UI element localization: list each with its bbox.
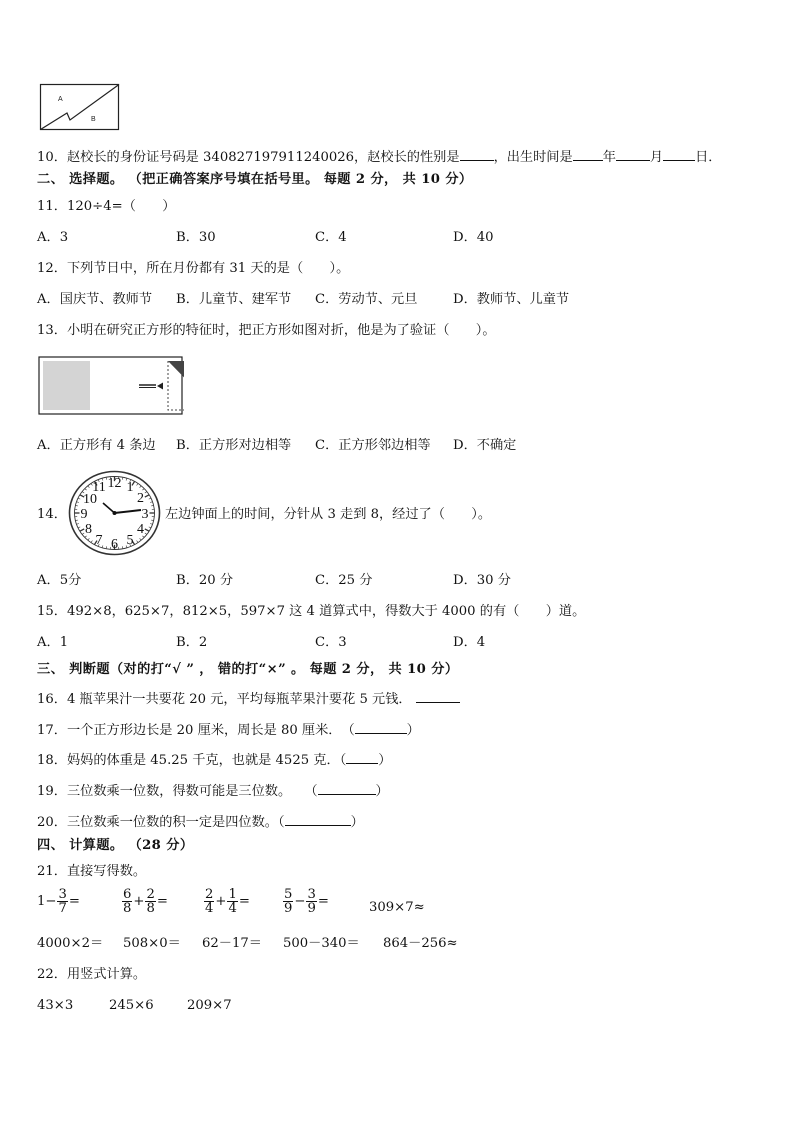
question-18: 18．妈妈的体重是 45.25 千克，也就是 4525 克．（ ）: [37, 749, 391, 770]
option-a[interactable]: A．5分: [37, 573, 82, 588]
option-a[interactable]: A．1: [37, 635, 69, 650]
question-17: 17．一个正方形边长是 20 厘米，周长是 80 厘米． （ ）: [37, 719, 420, 740]
option-c[interactable]: C．3: [315, 635, 347, 650]
section-2-heading: 二、 选择题。 （把正确答案序号填在括号里。 每题 2 分， 共 10 分）: [37, 172, 473, 187]
option-d[interactable]: D．不确定: [453, 438, 517, 453]
calc-item: 62－17＝: [202, 936, 262, 951]
calc-item: 508×0＝: [123, 936, 181, 951]
option-b[interactable]: B．30: [176, 230, 216, 245]
region-ab-figure: [39, 83, 121, 133]
option-b[interactable]: B．20 分: [176, 573, 234, 588]
option-a[interactable]: A．正方形有 4 条边: [37, 438, 156, 453]
option-c[interactable]: C．正方形邻边相等: [315, 438, 431, 453]
clock-number: 7: [95, 533, 103, 548]
option-b[interactable]: B．正方形对边相等: [176, 438, 292, 453]
option-a[interactable]: A．3: [37, 230, 69, 245]
region-a-label: A: [58, 96, 63, 103]
calc-item: 309×7≈: [369, 900, 425, 915]
calc-item: $\frac{5}{9}$ − $\frac{3}{9}$ =: [284, 887, 329, 916]
clock-number: 8: [85, 522, 92, 537]
option-c[interactable]: C．劳动节、元旦: [315, 292, 418, 307]
option-d[interactable]: D．30 分: [453, 573, 511, 588]
region-b-label: B: [91, 116, 96, 123]
answer-blank[interactable]: [460, 146, 494, 161]
option-c[interactable]: C．4: [315, 230, 347, 245]
clock-number: 1: [126, 480, 134, 495]
clock-number: 5: [126, 533, 134, 548]
question-13: 13．小明在研究正方形的特征时，把正方形如图对折，他是为了验证（ ）。: [37, 323, 496, 338]
question-21: 21．直接写得数。: [37, 864, 147, 879]
square-fold-figure: [38, 356, 184, 416]
calc-item: 209×7: [187, 998, 232, 1013]
option-d[interactable]: D．40: [453, 230, 494, 245]
question-14: 左边钟面上的时间，分针从 3 走到 8，经过了（ ）。: [165, 507, 492, 522]
option-d[interactable]: D．4: [453, 635, 486, 650]
calc-item: 864－256≈: [383, 936, 458, 951]
option-a[interactable]: A．国庆节、教师节: [37, 292, 153, 307]
question-12: 12．下列节日中，所在月份都有 31 天的是（ ）。: [37, 261, 350, 276]
answer-blank[interactable]: [285, 811, 351, 826]
question-14-number: 14．: [37, 507, 67, 522]
calc-item: $\frac{6}{8}$ + $\frac{2}{8}$ =: [123, 887, 168, 916]
clock-number: 6: [111, 537, 118, 552]
question-15: 15．492×8，625×7，812×5，597×7 这 4 道算式中，得数大于 4000 的有（ ）道。: [37, 604, 586, 619]
answer-blank[interactable]: [346, 749, 378, 764]
option-b[interactable]: B．2: [176, 635, 208, 650]
option-d[interactable]: D．教师节、儿童节: [453, 292, 570, 307]
calc-item: 500－340＝: [283, 936, 360, 951]
arrow-right-icon: [157, 383, 163, 390]
section-3-heading: 三、 判断题（对的打“√ ” ， 错的打“×” 。 每题 2 分， 共 10 分）: [37, 662, 459, 677]
answer-blank[interactable]: [416, 688, 460, 703]
clock-number: 10: [83, 492, 97, 507]
clock-number: 4: [137, 522, 144, 537]
answer-blank[interactable]: [573, 146, 603, 161]
calc-item: $\frac{2}{4}$ + $\frac{1}{4}$ =: [205, 887, 250, 916]
clock-number: 3: [141, 507, 149, 522]
clock-number: 9: [80, 507, 88, 522]
answer-blank[interactable]: [318, 780, 376, 795]
option-b[interactable]: B．儿童节、建军节: [176, 292, 292, 307]
answer-blank[interactable]: [355, 719, 407, 734]
option-c[interactable]: C．25 分: [315, 573, 373, 588]
question-20: 20．三位数乘一位数的积一定是四位数。（ ）: [37, 811, 364, 832]
question-19: 19．三位数乘一位数，得数可能是三位数。 （ ）: [37, 780, 389, 801]
clock-number: 12: [107, 476, 122, 491]
answer-blank[interactable]: [663, 146, 695, 161]
clock-number: 11: [92, 480, 106, 495]
clock-number: 2: [137, 491, 144, 506]
calc-item: 43×3: [37, 998, 74, 1013]
calc-item: 1 − $\frac{3}{7}$ =: [37, 887, 80, 916]
question-22: 22．用竖式计算。: [37, 967, 147, 982]
question-10: 10．赵校长的身份证号码是 340827197911240026，赵校长的性别是 ，出生时间是 年 月 日．: [37, 146, 721, 167]
calc-item: 245×6: [109, 998, 154, 1013]
question-11: 11．120÷4=（ ）: [37, 199, 176, 214]
question-16: 16．4 瓶苹果汁一共要花 20 元，平均每瓶苹果汁要花 5 元钱．: [37, 688, 460, 709]
calc-item: 4000×2＝: [37, 936, 104, 951]
clock-icon: [68, 470, 161, 556]
answer-blank[interactable]: [616, 146, 650, 161]
section-4-heading: 四、 计算题。 （28 分）: [37, 838, 194, 853]
